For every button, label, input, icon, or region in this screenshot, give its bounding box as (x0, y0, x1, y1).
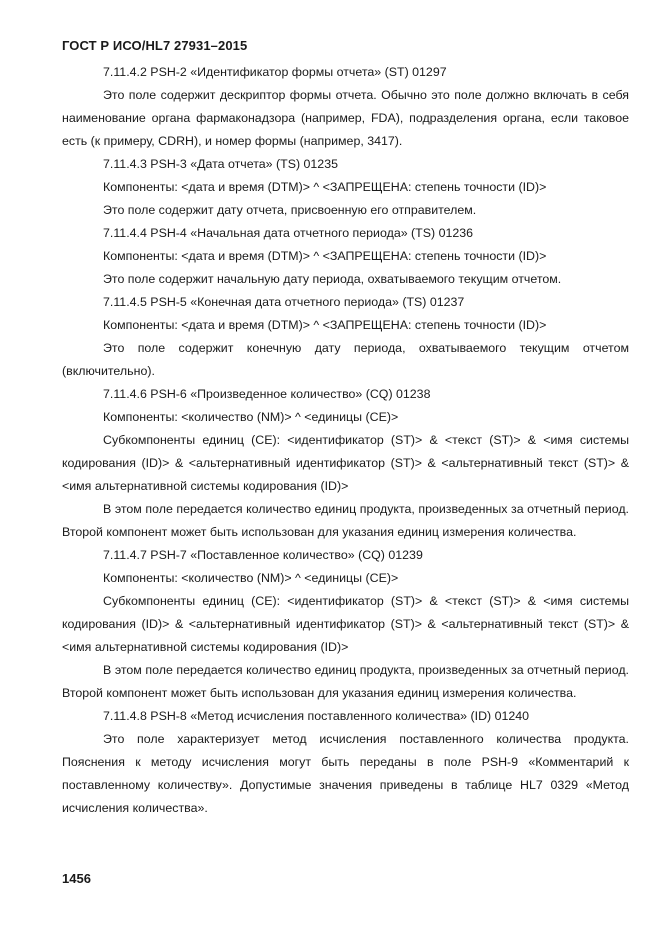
components-line: Компоненты: <количество (NM)> ^ <единицы (CE)> (103, 571, 399, 585)
section-heading-psh-5: 7.11.4.5 PSH-5 «Конечная дата отчетного периода» (TS) 01237 (103, 295, 465, 309)
section-heading-psh-4: 7.11.4.4 PSH-4 «Начальная дата отчетного периода» (TS) 01236 (103, 226, 474, 240)
paragraph: В этом поле передается количество единиц продукта, произведенных за отчетный период. Второй компонент может быть использован для указания единиц измерения количества. (62, 502, 629, 539)
section-heading-psh-6: 7.11.4.6 PSH-6 «Произведенное количество» (CQ) 01238 (103, 387, 431, 401)
paragraph: Это поле характеризует метод исчисления поставленного количества продукта. Пояснения к методу исчисления могут быть переданы в поле PSH-9 «Комментарий к поставленному количеству». Допустимые значения приведены в таблице HL7 0329 «Метод исчисления количества». (62, 732, 629, 815)
paragraph: Это поле содержит конечную дату периода, охватываемого текущим отчетом (включительно). (62, 341, 629, 378)
section-heading-psh-2: 7.11.4.2 PSH-2 «Идентификатор формы отчета» (ST) 01297 (103, 65, 447, 79)
document-header: ГОСТ Р ИСО/HL7 27931–2015 (62, 38, 248, 53)
paragraph: Это поле содержит начальную дату периода, охватываемого текущим отчетом. (103, 272, 562, 286)
paragraph: Это поле содержит дату отчета, присвоенную его отправителем. (103, 203, 477, 217)
components-line: Компоненты: <дата и время (DTM)> ^ <ЗАПРЕЩЕНА: степень точности (ID)> (103, 318, 547, 332)
paragraph: Это поле содержит дескриптор формы отчета. Обычно это поле должно включать в себя наименование органа фармаконадзора (например, FDA), подразделения органа, если таковое есть (к примеру, CDRH), и номер формы (например, 3417). (62, 88, 629, 148)
components-line: Компоненты: <количество (NM)> ^ <единицы (CE)> (103, 410, 399, 424)
subcomponents-paragraph: Субкомпоненты единиц (CE): <идентификатор (ST)> & <текст (ST)> & <имя системы кодирования (ID)> & <альтернативный идентификатор (ST)> & <альтернативный текст (ST)> & <имя альтернативной системы кодирования (ID)> (62, 433, 629, 493)
components-line: Компоненты: <дата и время (DTM)> ^ <ЗАПРЕЩЕНА: степень точности (ID)> (103, 180, 547, 194)
paragraph: В этом поле передается количество единиц продукта, произведенных за отчетный период. Второй компонент может быть использован для указания единиц измерения количества. (62, 663, 629, 700)
section-heading-psh-7: 7.11.4.7 PSH-7 «Поставленное количество» (CQ) 01239 (103, 548, 423, 562)
document-body (62, 61, 629, 820)
page-number: 1456 (62, 871, 91, 886)
components-line: Компоненты: <дата и время (DTM)> ^ <ЗАПРЕЩЕНА: степень точности (ID)> (103, 249, 547, 263)
section-heading-psh-8: 7.11.4.8 PSH-8 «Метод исчисления поставленного количества» (ID) 01240 (103, 709, 530, 723)
section-heading-psh-3: 7.11.4.3 PSH-3 «Дата отчета» (TS) 01235 (103, 157, 338, 171)
subcomponents-paragraph: Субкомпоненты единиц (CE): <идентификатор (ST)> & <текст (ST)> & <имя системы кодирования (ID)> & <альтернативный идентификатор (ST)> & <альтернативный текст (ST)> & <имя альтернативной системы кодирования (ID)> (62, 594, 629, 654)
